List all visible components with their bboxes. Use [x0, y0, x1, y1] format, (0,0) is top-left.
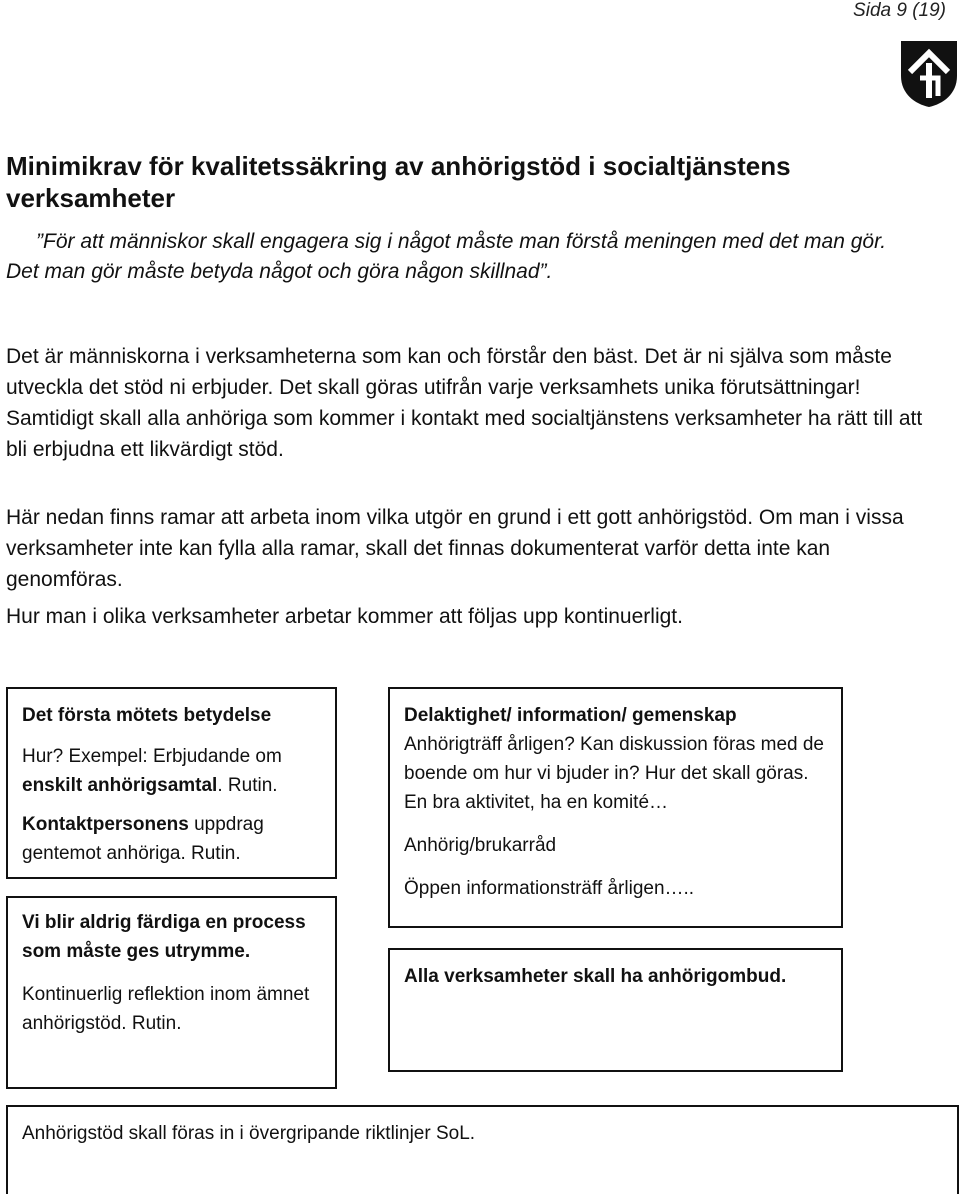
paragraph-3: Hur man i olika verksamheter arbetar kommer att följas upp kontinuerligt. — [6, 605, 683, 628]
box-text: Öppen informationsträff årligen….. — [404, 878, 695, 899]
text-bold-part: Kontaktpersonens — [22, 814, 189, 835]
box-process — [6, 896, 337, 1089]
text-part: Hur? Exempel: Erbjudande om — [22, 746, 282, 767]
text-part: . Rutin. — [217, 775, 278, 796]
box-first-meeting — [6, 687, 337, 879]
box-heading: Det första mötets betydelse — [22, 705, 272, 726]
box-ombud — [388, 948, 843, 1072]
municipality-shield-logo — [898, 38, 960, 108]
text-part: uppdrag gentemot anhöriga. Rutin. — [22, 814, 264, 864]
box-heading: Vi blir aldrig färdiga en process som måste ges utrymme. — [22, 912, 306, 962]
page-title: Minimikrav för kvalitetssäkring av anhörigstöd i socialtjänstens verksamheter — [6, 151, 791, 213]
paragraph-1: Det är människorna i verksamheterna som kan och förstår den bäst. Det är ni själva som måste utveckla det stöd ni erbjuder. Det skall göras utifrån varje verksamhets unika förutsättningar! Samtidigt skall alla anhöriga som kommer i kontakt med socialtjänstens verksamheter ha rätt till att bli erbjudna ett likvärdigt stöd. — [6, 345, 923, 461]
box-heading: Alla verksamheter skall ha anhörigombud. — [404, 966, 787, 987]
box-heading: Delaktighet/ information/ gemenskap — [404, 705, 737, 726]
paragraph-2: Här nedan finns ramar att arbeta inom vilka utgör en grund i ett gott anhörigstöd. Om man i vissa verksamheter inte kan fylla alla ramar, skall det finnas dokumenterat varför detta inte kan genomföras. — [6, 506, 904, 591]
box-participation — [388, 687, 843, 928]
box-text: Anhörigstöd skall föras in i övergripande riktlinjer SoL. — [22, 1123, 476, 1144]
intro-quote: ”För att människor skall engagera sig i något måste man förstå meningen med det man gör. Det man gör måste betyda något och göra någon skillnad”. — [6, 230, 887, 283]
text-bold-part: enskilt anhörigsamtal — [22, 775, 218, 796]
box-text — [22, 810, 321, 868]
page-number: Sida 9 (19) — [853, 0, 946, 21]
box-text — [22, 742, 321, 800]
box-guidelines — [6, 1105, 959, 1194]
box-text: Anhörigträff årligen? Kan diskussion föras med de boende om hur vi bjuder in? Hur det skall göras. En bra aktivitet, ha en komité… — [404, 734, 825, 813]
box-text: Anhörig/brukarråd — [404, 835, 557, 856]
box-text: Kontinuerlig reflektion inom ämnet anhörigstöd. Rutin. — [22, 984, 310, 1034]
